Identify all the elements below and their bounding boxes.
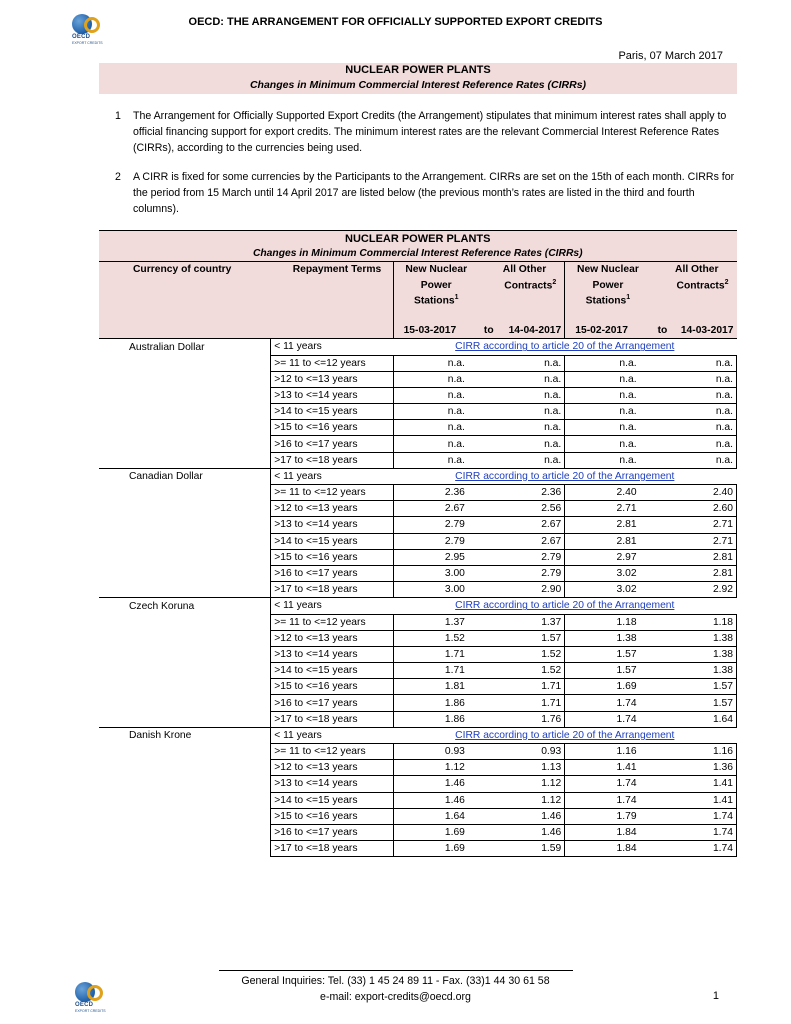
rate-value: 1.52 bbox=[479, 663, 565, 679]
rate-value: 1.38 bbox=[565, 630, 651, 646]
paragraph-2 bbox=[115, 169, 735, 217]
repayment-term: >15 to <=16 years bbox=[271, 679, 393, 695]
rate-value: 1.71 bbox=[393, 663, 479, 679]
rate-value: 1.74 bbox=[565, 695, 651, 711]
rate-value: 1.74 bbox=[651, 824, 737, 840]
rate-value: 1.74 bbox=[565, 792, 651, 808]
rate-value: 1.16 bbox=[651, 744, 737, 760]
repayment-term: >16 to <=17 years bbox=[271, 436, 393, 452]
col-new2: New Nuclear bbox=[565, 262, 651, 278]
repayment-term: >17 to <=18 years bbox=[271, 711, 393, 727]
rate-value: n.a. bbox=[393, 436, 479, 452]
table-title: NUCLEAR POWER PLANTS bbox=[99, 231, 737, 247]
period-row bbox=[99, 323, 737, 339]
rate-value: 1.41 bbox=[651, 776, 737, 792]
currency-row bbox=[99, 727, 737, 743]
rate-value: 1.71 bbox=[479, 679, 565, 695]
title-band bbox=[99, 63, 737, 94]
rate-value: 1.57 bbox=[651, 679, 737, 695]
cirr-article-link[interactable]: CIRR according to article 20 of the Arrangement bbox=[393, 727, 736, 743]
rate-value: 2.67 bbox=[479, 517, 565, 533]
document-title: OECD: THE ARRANGEMENT FOR OFFICIALLY SUPPORTED EXPORT CREDITS bbox=[188, 16, 603, 28]
table-row bbox=[99, 744, 737, 760]
table-row bbox=[99, 420, 737, 436]
paragraph-1 bbox=[115, 108, 735, 156]
rate-value: 2.92 bbox=[651, 582, 737, 598]
rate-value: 1.57 bbox=[479, 630, 565, 646]
table-row bbox=[99, 630, 737, 646]
rate-value: 1.84 bbox=[565, 824, 651, 840]
rate-value: n.a. bbox=[479, 452, 565, 468]
rate-value: 1.86 bbox=[393, 711, 479, 727]
rate-value: 1.41 bbox=[565, 760, 651, 776]
rate-value: 2.95 bbox=[393, 549, 479, 565]
table-row bbox=[99, 355, 737, 371]
logo-sub: EXPORT CREDITS bbox=[72, 41, 103, 45]
rate-value: n.a. bbox=[393, 452, 479, 468]
rate-value: n.a. bbox=[651, 371, 737, 387]
rate-value: 1.37 bbox=[393, 614, 479, 630]
rate-value: n.a. bbox=[651, 355, 737, 371]
table-row bbox=[99, 841, 737, 857]
table-row bbox=[99, 614, 737, 630]
rate-value: n.a. bbox=[479, 420, 565, 436]
rate-value: 1.84 bbox=[565, 841, 651, 857]
footer-rule bbox=[219, 970, 573, 971]
col-other2-l2: Contracts$^2$ bbox=[651, 278, 737, 293]
rate-value: 2.79 bbox=[479, 565, 565, 581]
rate-value: 2.71 bbox=[651, 517, 737, 533]
paragraph-text: The Arrangement for Officially Supported Export Credits (the Arrangement) stipulates that minimum interest rates shall apply to official financing support for export credits. The minimum interest rates are the relevant Commercial Interest Reference Rates (CIRRs), according to the currencies being used. bbox=[133, 110, 727, 154]
rate-value: 1.79 bbox=[565, 808, 651, 824]
repayment-term: >15 to <=16 years bbox=[271, 420, 393, 436]
repayment-term: >13 to <=14 years bbox=[271, 646, 393, 662]
rate-value: n.a. bbox=[565, 355, 651, 371]
repayment-term: >14 to <=15 years bbox=[271, 792, 393, 808]
rate-value: 1.46 bbox=[479, 824, 565, 840]
col-other2: All Other bbox=[651, 262, 737, 278]
rate-value: 1.46 bbox=[479, 808, 565, 824]
rate-value: n.a. bbox=[393, 404, 479, 420]
rate-value: n.a. bbox=[565, 420, 651, 436]
table-row bbox=[99, 776, 737, 792]
band-subtitle: Changes in Minimum Commercial Interest Reference Rates (CIRRs) bbox=[249, 79, 587, 91]
header-row-2 bbox=[99, 278, 737, 293]
rate-value: n.a. bbox=[393, 355, 479, 371]
rate-value: n.a. bbox=[651, 420, 737, 436]
currency-row bbox=[99, 598, 737, 614]
rate-value: 2.67 bbox=[393, 501, 479, 517]
rate-value: 1.52 bbox=[479, 646, 565, 662]
rate-value: 1.13 bbox=[479, 760, 565, 776]
rate-value: 1.37 bbox=[479, 614, 565, 630]
repayment-term: >= 11 to <=12 years bbox=[271, 355, 393, 371]
rate-value: 1.57 bbox=[565, 646, 651, 662]
col-new1-l2: Power bbox=[393, 278, 479, 293]
table-row bbox=[99, 582, 737, 598]
table-row bbox=[99, 679, 737, 695]
col-terms: Repayment Terms bbox=[271, 262, 393, 278]
table-row bbox=[99, 824, 737, 840]
rate-value: 1.64 bbox=[651, 711, 737, 727]
rate-value: 2.71 bbox=[651, 533, 737, 549]
rate-value: 1.12 bbox=[393, 760, 479, 776]
repayment-term: >12 to <=13 years bbox=[271, 630, 393, 646]
table-subtitle-row bbox=[99, 246, 737, 262]
rate-value: 3.02 bbox=[565, 582, 651, 598]
rate-value: 2.71 bbox=[565, 501, 651, 517]
table-row bbox=[99, 695, 737, 711]
rate-value: 1.38 bbox=[651, 663, 737, 679]
rate-value: 2.81 bbox=[565, 517, 651, 533]
header-row-3 bbox=[99, 293, 737, 308]
rate-value: 2.40 bbox=[565, 485, 651, 501]
header-row-1 bbox=[99, 262, 737, 278]
rate-value: 0.93 bbox=[479, 744, 565, 760]
rate-value: 1.64 bbox=[393, 808, 479, 824]
repayment-term: < 11 years bbox=[271, 727, 393, 743]
rate-value: 2.60 bbox=[651, 501, 737, 517]
table-row bbox=[99, 646, 737, 662]
logo-text: OECD bbox=[72, 34, 91, 40]
rate-value: 2.79 bbox=[393, 533, 479, 549]
repayment-term: >= 11 to <=12 years bbox=[271, 485, 393, 501]
repayment-term: >16 to <=17 years bbox=[271, 824, 393, 840]
period1-from: 15-03-2017 bbox=[393, 323, 479, 339]
rate-value: 1.59 bbox=[479, 841, 565, 857]
table-row bbox=[99, 711, 737, 727]
col-new2-l2: Power bbox=[565, 278, 651, 293]
col-new2-l3: Stations$^1$ bbox=[565, 293, 651, 308]
rate-value: 1.74 bbox=[651, 808, 737, 824]
rate-value: 1.81 bbox=[393, 679, 479, 695]
col-other1: All Other bbox=[479, 262, 565, 278]
repayment-term: >14 to <=15 years bbox=[271, 533, 393, 549]
table-row bbox=[99, 452, 737, 468]
rate-value: 1.74 bbox=[565, 711, 651, 727]
rate-value: n.a. bbox=[393, 371, 479, 387]
repayment-term: >13 to <=14 years bbox=[271, 776, 393, 792]
rate-value: 2.81 bbox=[651, 549, 737, 565]
rate-value: 2.79 bbox=[393, 517, 479, 533]
rate-value: 1.69 bbox=[393, 824, 479, 840]
rate-value: 1.18 bbox=[651, 614, 737, 630]
paragraph-number: 2 bbox=[115, 171, 121, 183]
repayment-term: >14 to <=15 years bbox=[271, 663, 393, 679]
rate-value: n.a. bbox=[565, 387, 651, 403]
rate-value: 2.97 bbox=[565, 549, 651, 565]
paragraph-number: 1 bbox=[115, 110, 121, 122]
rate-value: 3.00 bbox=[393, 582, 479, 598]
rate-value: n.a. bbox=[479, 387, 565, 403]
table-row bbox=[99, 485, 737, 501]
cirr-article-link[interactable]: CIRR according to article 20 of the Arrangement bbox=[393, 339, 736, 355]
table-row bbox=[99, 404, 737, 420]
table-row bbox=[99, 371, 737, 387]
repayment-term: >12 to <=13 years bbox=[271, 501, 393, 517]
rate-value: 2.36 bbox=[479, 485, 565, 501]
table-row bbox=[99, 565, 737, 581]
rate-value: 1.74 bbox=[565, 776, 651, 792]
rate-value: n.a. bbox=[651, 452, 737, 468]
repayment-term: >17 to <=18 years bbox=[271, 452, 393, 468]
band-title: NUCLEAR POWER PLANTS bbox=[345, 64, 491, 76]
rate-value: 2.79 bbox=[479, 549, 565, 565]
rate-value: n.a. bbox=[479, 436, 565, 452]
rate-value: 1.57 bbox=[651, 695, 737, 711]
period2-from: 15-02-2017 bbox=[565, 323, 651, 339]
rate-value: 2.81 bbox=[651, 565, 737, 581]
rate-value: 1.52 bbox=[393, 630, 479, 646]
repayment-term: >= 11 to <=12 years bbox=[271, 614, 393, 630]
rate-value: 1.76 bbox=[479, 711, 565, 727]
repayment-term: < 11 years bbox=[271, 468, 393, 484]
rate-value: 1.38 bbox=[651, 646, 737, 662]
repayment-term: >= 11 to <=12 years bbox=[271, 744, 393, 760]
cirr-article-link[interactable]: CIRR according to article 20 of the Arrangement bbox=[393, 598, 736, 614]
table-row bbox=[99, 517, 737, 533]
currency-row bbox=[99, 468, 737, 484]
repayment-term: >13 to <=14 years bbox=[271, 387, 393, 403]
rate-value: 2.67 bbox=[479, 533, 565, 549]
table-row bbox=[99, 533, 737, 549]
rate-value: 3.00 bbox=[393, 565, 479, 581]
rate-value: 1.12 bbox=[479, 776, 565, 792]
footer-email[interactable]: e-mail: export-credits@oecd.org bbox=[320, 991, 471, 1003]
cirr-article-link[interactable]: CIRR according to article 20 of the Arrangement bbox=[393, 468, 736, 484]
rate-value: 1.38 bbox=[651, 630, 737, 646]
table-row bbox=[99, 808, 737, 824]
rate-value: 1.74 bbox=[651, 841, 737, 857]
rate-value: 1.69 bbox=[393, 841, 479, 857]
table-subtitle: Changes in Minimum Commercial Interest Reference Rates (CIRRs) bbox=[99, 246, 737, 262]
rate-value: 1.57 bbox=[565, 663, 651, 679]
page-number: 1 bbox=[712, 990, 719, 1002]
repayment-term: >14 to <=15 years bbox=[271, 404, 393, 420]
table-row bbox=[99, 792, 737, 808]
repayment-term: >16 to <=17 years bbox=[271, 565, 393, 581]
rate-value: n.a. bbox=[565, 452, 651, 468]
repayment-term: >15 to <=16 years bbox=[271, 808, 393, 824]
table-row bbox=[99, 760, 737, 776]
rate-value: 1.69 bbox=[565, 679, 651, 695]
rate-value: 2.90 bbox=[479, 582, 565, 598]
table-title-row bbox=[99, 231, 737, 247]
repayment-term: >13 to <=14 years bbox=[271, 517, 393, 533]
rate-value: n.a. bbox=[565, 404, 651, 420]
logo-sub: EXPORT CREDITS bbox=[75, 1009, 106, 1013]
col-currency: Currency of country bbox=[99, 262, 271, 278]
rate-value: n.a. bbox=[479, 404, 565, 420]
cirr-table bbox=[99, 230, 737, 857]
rate-value: 3.02 bbox=[565, 565, 651, 581]
col-other1-l2: Contracts$^2$ bbox=[479, 278, 565, 293]
rate-value: 1.71 bbox=[393, 646, 479, 662]
rate-value: 2.81 bbox=[565, 533, 651, 549]
paragraph-text: A CIRR is fixed for some currencies by the Participants to the Arrangement. CIRRs are set on the 15th of each month. CIRRs for the period from 15 March until 14 April 2017 are listed below (the previous month’s rates are listed in the third and fourth columns). bbox=[133, 171, 735, 215]
rate-value: n.a. bbox=[651, 436, 737, 452]
rate-value: 2.40 bbox=[651, 485, 737, 501]
rate-value: 1.16 bbox=[565, 744, 651, 760]
repayment-term: < 11 years bbox=[271, 339, 393, 355]
rate-value: 0.93 bbox=[393, 744, 479, 760]
currency-name: Czech Koruna bbox=[99, 598, 271, 614]
logo-text: OECD bbox=[75, 1002, 94, 1008]
rate-value: 1.46 bbox=[393, 792, 479, 808]
rate-value: 2.36 bbox=[393, 485, 479, 501]
currency-row bbox=[99, 339, 737, 355]
rate-value: 2.56 bbox=[479, 501, 565, 517]
table-row bbox=[99, 663, 737, 679]
rate-value: 1.18 bbox=[565, 614, 651, 630]
repayment-term: >12 to <=13 years bbox=[271, 371, 393, 387]
rate-value: n.a. bbox=[651, 404, 737, 420]
table-row bbox=[99, 549, 737, 565]
table-row bbox=[99, 501, 737, 517]
currency-name: Australian Dollar bbox=[99, 339, 271, 355]
period1-to: to 14-04-2017 bbox=[479, 323, 565, 339]
footer-contact: General Inquiries: Tel. (33) 1 45 24 89 11 - Fax. (33)1 44 30 61 58 bbox=[241, 975, 550, 987]
rate-value: n.a. bbox=[565, 436, 651, 452]
repayment-term: >12 to <=13 years bbox=[271, 760, 393, 776]
rate-value: 1.71 bbox=[479, 695, 565, 711]
rate-value: 1.46 bbox=[393, 776, 479, 792]
table-row bbox=[99, 387, 737, 403]
rate-value: 1.86 bbox=[393, 695, 479, 711]
col-new1: New Nuclear bbox=[393, 262, 479, 278]
repayment-term: >15 to <=16 years bbox=[271, 549, 393, 565]
repayment-term: >17 to <=18 years bbox=[271, 841, 393, 857]
rate-value: n.a. bbox=[393, 420, 479, 436]
rate-value: n.a. bbox=[393, 387, 479, 403]
repayment-term: < 11 years bbox=[271, 598, 393, 614]
rate-value: n.a. bbox=[479, 355, 565, 371]
repayment-term: >17 to <=18 years bbox=[271, 582, 393, 598]
rate-value: n.a. bbox=[565, 371, 651, 387]
rate-value: 1.41 bbox=[651, 792, 737, 808]
currency-name: Danish Krone bbox=[99, 727, 271, 743]
repayment-term: >16 to <=17 years bbox=[271, 695, 393, 711]
period2-to: to 14-03-2017 bbox=[651, 323, 737, 339]
rate-value: 1.12 bbox=[479, 792, 565, 808]
currency-name: Canadian Dollar bbox=[99, 468, 271, 484]
rate-value: 1.36 bbox=[651, 760, 737, 776]
col-new1-l3: Stations$^1$ bbox=[393, 293, 479, 308]
table-row bbox=[99, 436, 737, 452]
rate-value: n.a. bbox=[651, 387, 737, 403]
document-date: Paris, 07 March 2017 bbox=[618, 50, 723, 62]
rate-value: n.a. bbox=[479, 371, 565, 387]
